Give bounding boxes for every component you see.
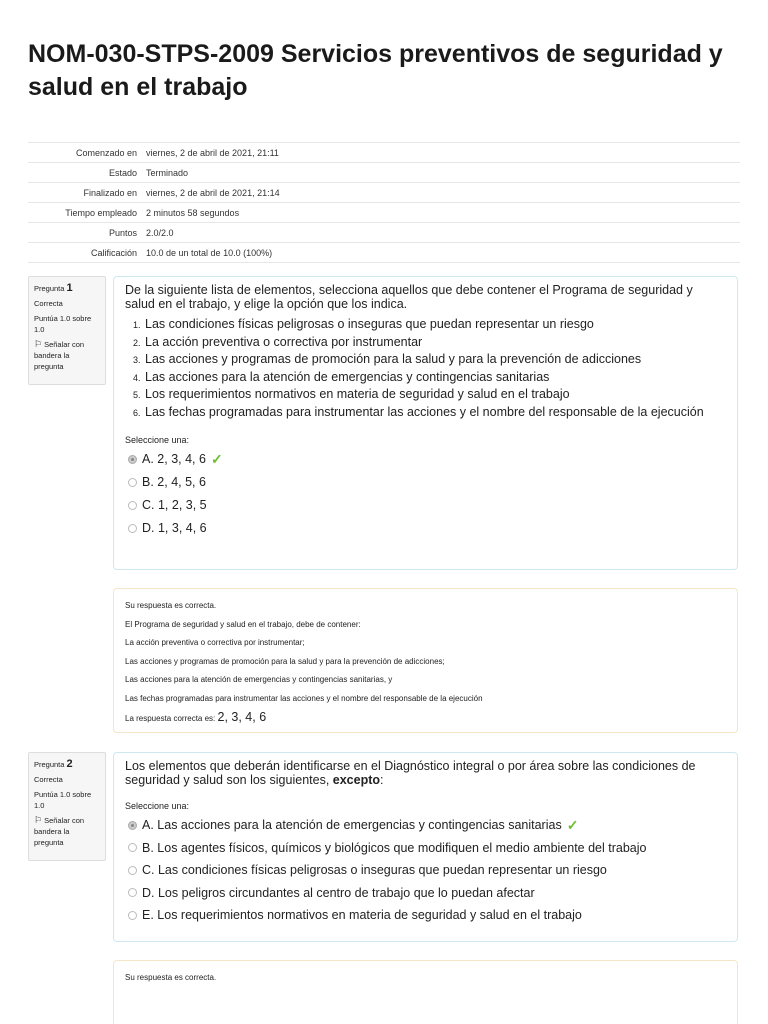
page-title: NOM-030-STPS-2009 Servicios preventivos de seguridad y salud en el trabajo <box>28 40 723 101</box>
summary-value: Terminado <box>146 163 740 183</box>
feedback-line: Las fechas programadas para instrumentar las acciones y el nombre del responsable de la ejecución <box>125 693 483 703</box>
summary-label: Tiempo empleado <box>28 203 146 223</box>
radio-button[interactable] <box>128 524 137 533</box>
question-state: Correcta <box>34 299 63 308</box>
question-feedback <box>113 960 738 1024</box>
question-number: Pregunta 1 <box>34 282 73 294</box>
answer-option-e[interactable]: E. Los requerimientos normativos en materia de seguridad y salud en el trabajo <box>125 904 726 927</box>
radio-button[interactable] <box>128 455 137 464</box>
answer-option-b[interactable]: B. 2, 4, 5, 6 <box>125 471 726 494</box>
feedback-line: Las acciones para la atención de emergencias y contingencias sanitarias, y <box>125 675 393 684</box>
correct-answer: La respuesta correcta es: 2, 3, 4, 6 <box>125 710 267 724</box>
check-icon: ✓ <box>566 817 579 833</box>
question-grade: Puntúa 1.0 sobre 1.0 <box>34 790 92 810</box>
question-content <box>113 276 738 570</box>
summary-row <box>28 183 740 203</box>
summary-label: Finalizado en <box>28 183 146 203</box>
answer-option-a[interactable]: A. 2, 3, 4, 6 ✓ <box>125 448 726 471</box>
list-item: 3. Las acciones y programas de promoción para la salud y para la prevención de adicciones <box>133 352 642 366</box>
feedback-line: El Programa de seguridad y salud en el trabajo, debe de contener: <box>125 619 361 629</box>
radio-button[interactable] <box>128 501 137 510</box>
list-item: 2. La acción preventiva o correctiva por instrumentar <box>133 334 423 349</box>
summary-value: 2 minutos 58 segundos <box>146 203 740 223</box>
feedback-line: Las acciones y programas de promoción para la salud y para la prevención de adicciones; <box>125 656 445 666</box>
question-number: Pregunta 2 <box>34 758 73 770</box>
list-item: 5. Los requerimientos normativos en materia de seguridad y salud en el trabajo <box>133 387 570 401</box>
summary-row <box>28 243 740 263</box>
summary-row <box>28 223 740 243</box>
flag-question-link[interactable] <box>34 815 101 848</box>
radio-button[interactable] <box>128 888 137 897</box>
radio-button[interactable] <box>128 911 137 920</box>
flag-icon: ⚐ <box>34 339 43 349</box>
question-feedback <box>113 588 738 733</box>
summary-value: 2.0/2.0 <box>146 223 740 243</box>
summary-value: viernes, 2 de abril de 2021, 21:11 <box>146 143 740 163</box>
flag-icon: ⚐ <box>34 815 43 825</box>
select-prompt: Seleccione una: <box>125 435 190 445</box>
question-content <box>113 752 738 942</box>
feedback-line: La acción preventiva o correctiva por instrumentar; <box>125 638 305 647</box>
summary-value: 10.0 de un total de 10.0 (100%) <box>146 243 740 263</box>
element-list <box>125 316 726 421</box>
question-info <box>28 276 106 385</box>
attempt-summary <box>28 142 740 263</box>
list-item: 6. Las fechas programadas para instrumentar las acciones y el nombre del responsable de la ejecución <box>133 404 704 419</box>
select-prompt: Seleccione una: <box>125 801 190 811</box>
question-state: Correcta <box>34 775 63 784</box>
answer-option-d[interactable]: D. Los peligros circundantes al centro de trabajo que lo puedan afectar <box>125 882 726 905</box>
question-text: De la siguiente lista de elementos, selecciona aquellos que debe contener el Programa de seguridad y salud en el trabajo, y elige la opción que los indica. <box>125 283 693 311</box>
summary-value: viernes, 2 de abril de 2021, 21:14 <box>146 183 740 203</box>
answer-option-c[interactable]: C. Las condiciones físicas peligrosas o inseguras que puedan representar un riesgo <box>125 859 726 882</box>
answer-option-c[interactable]: C. 1, 2, 3, 5 <box>125 494 726 517</box>
radio-button[interactable] <box>128 843 137 852</box>
question-grade: Puntúa 1.0 sobre 1.0 <box>34 314 92 334</box>
flag-label: Señalar con bandera la pregunta <box>34 816 85 847</box>
question-text: Los elementos que deberán identificarse en el Diagnóstico integral o por área sobre las condiciones de seguridad y salud son los siguientes, excepto: <box>125 759 696 787</box>
question-info <box>28 752 106 861</box>
radio-button[interactable] <box>128 478 137 487</box>
summary-row <box>28 203 740 223</box>
feedback-status: Su respuesta es correcta. <box>125 973 217 982</box>
feedback-status: Su respuesta es correcta. <box>125 601 217 610</box>
flag-question-link[interactable] <box>34 339 101 372</box>
check-icon: ✓ <box>210 451 223 467</box>
answer-option-a[interactable]: A. Las acciones para la atención de emergencias y contingencias sanitarias ✓ <box>125 814 726 837</box>
summary-row <box>28 143 740 163</box>
list-item: 1. Las condiciones físicas peligrosas o inseguras que puedan representar un riesgo <box>133 317 594 331</box>
radio-button[interactable] <box>128 866 137 875</box>
flag-label: Señalar con bandera la pregunta <box>34 340 85 371</box>
radio-button[interactable] <box>128 821 137 830</box>
summary-label: Calificación <box>28 243 146 263</box>
summary-label: Estado <box>28 163 146 183</box>
answer-option-b[interactable]: B. Los agentes físicos, químicos y biológicos que modifiquen el medio ambiente del trabajo <box>125 837 726 860</box>
summary-label: Puntos <box>28 223 146 243</box>
answer-option-d[interactable]: D. 1, 3, 4, 6 <box>125 517 726 540</box>
summary-row <box>28 163 740 183</box>
summary-label: Comenzado en <box>28 143 146 163</box>
list-item: 4. Las acciones para la atención de emergencias y contingencias sanitarias <box>133 369 550 384</box>
